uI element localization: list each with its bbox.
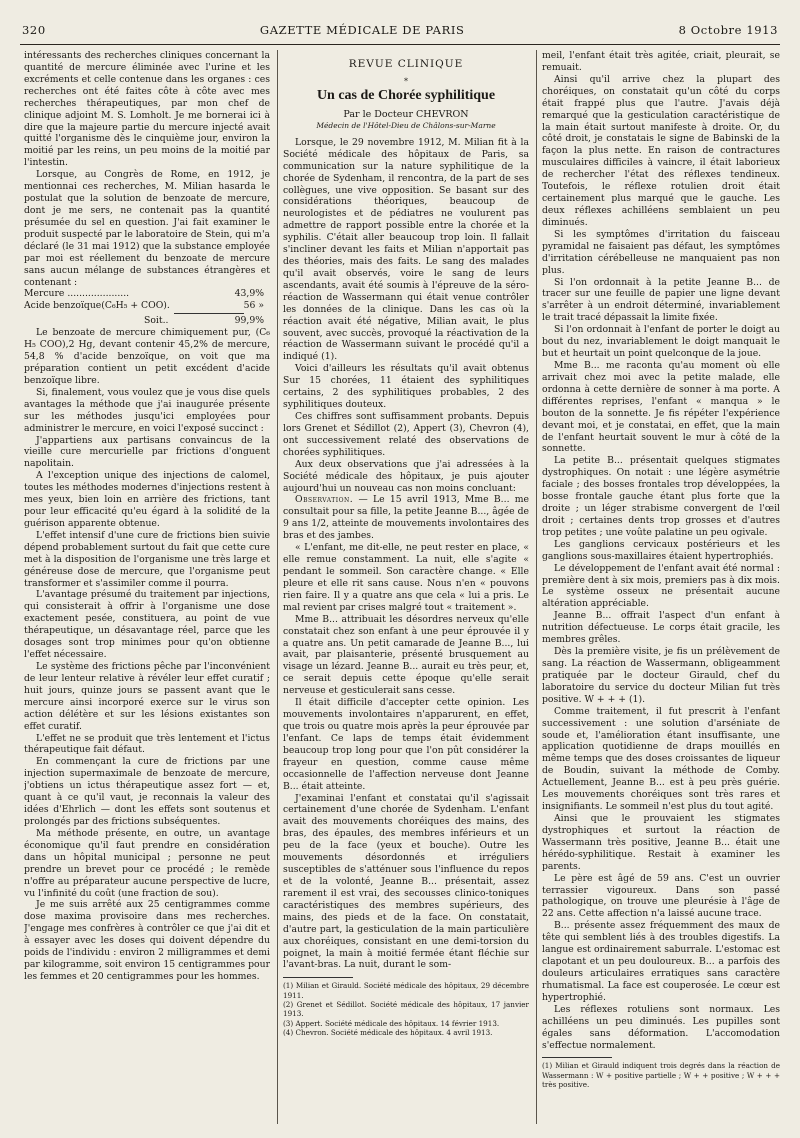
paragraph: L'avantage présumé du traitement par injections, qui consisterait à offrir à l'organisme une dose exactement pesée, constituera, au point de vue thérapeutique, un désavantage réel, parce que les dosages sont trop minimes pour qu'on obtienne l'effet nécessaire. xyxy=(24,589,270,661)
composition-value: 56 » xyxy=(243,300,264,312)
page-header xyxy=(22,20,778,40)
paragraph: J'appartiens aux partisans convaincus de la vieille cure mercurielle par frictions d'onguent napolitain. xyxy=(24,434,270,470)
footnote: (1) Milian et Girauld. Société médicale des hôpitaux, 29 décembre 1911. xyxy=(283,981,529,1000)
paragraph: Je me suis arrêté aux 25 centigrammes comme dose maxima provisoire dans mes recherches. J'engage mes confrères à contrôler ce que j'ai dit et à essayer avec les doses qui doivent dépendre du poids de l'individu : environ 2 milligrammes et demi par kilogramme, soit environ 15 centigrammes pour les femmes et 20 centigrammes pour les hommes. xyxy=(24,899,270,982)
paragraph: meil, l'enfant était très agitée, criait, pleurait, se remuait. xyxy=(542,50,780,73)
paragraph: Ma méthode présente, en outre, un avantage économique qu'il faut prendre en considération dans un hôpital municipal ; personne ne peut prendre un brevet pour ce procédé ; le remède n'offre au préparateur aucune perspective de lucre, vu l'infinité du coût (une fraction de sou). xyxy=(24,827,270,899)
observation-text: — Le 15 avril 1913, Mme B... me consultait pour sa fille, la petite Jeanne B..., âgée de 9 ans 1/2, atteinte de mouvements involontaires des bras et des jambes. xyxy=(283,494,529,542)
paragraph: B... présente assez fréquemment des maux de tête qui semblent liés à des troubles digestifs. La langue est ordinairement saburrale. L'estomac est clapotant et un peu douloureux. B... a parfois des douleurs articulaires erratiques sans caractère rhumatismal. La face est couperosée. Le cœur est hypertrophié. xyxy=(542,920,780,1003)
paragraph: L'effet ne se produit que très lentement et l'ictus thérapeutique fait défaut. xyxy=(24,732,270,756)
paragraph: Si l'on ordonnait à l'enfant de porter le doigt au bout du nez, invariablement le doigt manquait le but et heurtait un point quelconque de la joue. xyxy=(542,324,780,360)
paragraph: Si l'on ordonnait à la petite Jeanne B... de tracer sur une feuille de papier une ligne devant s'arrêter à un endroit déterminé, invariablement le trait tracé dépassait la limite fixée. xyxy=(542,276,780,324)
composition-label: Mercure ..................... xyxy=(24,288,130,300)
issue-date: 8 Octobre 1913 xyxy=(678,23,778,37)
footnote: (1) Milian et Girauld indiquent trois degrés dans la réaction de Wassermann : W + positive partielle ; W + + positive ; W + + + très positive. xyxy=(542,1061,780,1090)
composition-row-acide xyxy=(24,300,270,312)
header-rule xyxy=(20,44,780,45)
paragraph: Mme B... attribuait les désordres nerveux qu'elle constatait chez son enfant à une peur éprouvée il y a quatre ans. Un petit camarade de Jeanne B..., lui avait, par plaisanterie, présenté brusquement au visage un lézard. Jeanne B... aurait eu très peur, et, ce serait depuis cette époque qu'elle serait nerveuse et gesticulerait sans cesse. xyxy=(283,613,529,697)
column-divider-right xyxy=(536,50,537,1124)
paragraph: Le système des frictions pêche par l'inconvénient de leur lenteur relative à révéler leur effet curatif ; huit jours, quinze jours se passent avant que le mercure ainsi incorporé exerce sur le virus son action délétère et sur les lésions existantes son effet curatif. xyxy=(24,661,270,732)
paragraph: La petite B... présentait quelques stigmates dystrophiques. On notait : une légère asymétrie faciale ; des bosses frontales trop développées, la bosse frontale gauche étant plus forte que la droite ; un léger strabisme convergent de l'œil droit ; certaines dents trop grosses et d'autres trop petites ; une voûte palatine un peu ogivale. xyxy=(542,455,780,538)
composition-value: 43,9% xyxy=(234,288,264,300)
footnote: (4) Chevron. Société médicale des hôpitaux. 4 avril 1913. xyxy=(283,1028,493,1038)
paragraph: Mme B... me raconta qu'au moment où elle arrivait chez moi avec la petite malade, elle ordonna à cette dernière de sonner à ma porte. A différentes reprises, l'enfant « manqua » le bouton de la sonnette. Je fis répéter l'expérience devant moi, et je constatai, en effet, que la main de l'enfant heurtait souvent le mur à côté de la sonnette. xyxy=(542,359,780,455)
composition-row-mercure xyxy=(24,288,270,300)
paragraph: intéressants des recherches cliniques concernant la quantité de mercure éliminée avec l'urine et les excréments et celle contenue dans les organes : ces recherches ont été faites côte à côte avec mes recherches thérapeutiques, par mon chef de clinique adjoint M. S. Lomholt. Je me bornerai ici à dire que la majeure partie du mercure injecté avait quitté l'organisme dès le cinquième jour, environ la moitié par les reins, un peu moins de la moitié par l'intestin. xyxy=(24,50,270,169)
article-author: Par le Docteur CHEVRON xyxy=(343,108,469,120)
paragraph: Ces chiffres sont suffisamment probants. Depuis lors Grenet et Sédillot (2), Appert (3), Chevron (4), ont successivement relaté des observations de chorées syphilitiques. xyxy=(283,411,529,458)
composition-label: Acide benzoïque(C₆H₅ + COO). xyxy=(24,300,170,312)
footnote: (3) Appert. Société médicale des hôpitaux. 14 février 1913. xyxy=(283,1018,500,1028)
paragraph: L'effet intensif d'une cure de frictions bien suivie dépend probablement surtout du fait que cette cure met à la disposition de l'organisme une très large et généreuse dose de mercure, que l'organisme peut transformer et s'assimiler comme il pourra. xyxy=(24,529,270,589)
paragraph: Le développement de l'enfant avait été normal : première dent à six mois, premiers pas à dix mois. Le système osseux ne présentait aucune altération appréciable. xyxy=(542,562,780,610)
paragraph: Le père est âgé de 59 ans. C'est un ouvrier terrassier vigoureux. Dans son passé pathologique, on trouve une pleurésie à l'âge de 22 ans. Cette affection n'a laissé aucune trace. xyxy=(542,872,780,920)
ornament: * xyxy=(404,76,408,86)
paragraph: J'examinai l'enfant et constatai qu'il s'agissait certainement d'une chorée de Sydenham. L'enfant avait des mouvements choréiques des mains, des bras, des épaules, des membres inférieurs et un peu de la face (yeux et bouche). Outre les mouvements désordonnés et irréguliers susceptibles de s'atténuer sous l'influence du repos et de la volonté, Jeanne B... présentait, assez rarement il est vrai, des secousses clinico-toniques caractéristiques des membres supérieurs, des mains, des pieds et de la face. On constatait, d'autre part, la gesticulation de la main particulière aux choréiques, consistant en une demi-torsion du poignet, la main à moitié fermée étant fléchie sur l'avant-bras. La nuit, durant le som- xyxy=(283,792,529,971)
paragraph: Si, finalement, vous voulez que je vous dise quels avantages la méthode que j'ai inaugurée présente sur les méthodes jusqu'ici employées pour administrer le mercure, en voici l'exposé succinct : xyxy=(24,386,270,434)
paragraph: Ainsi qu'il arrive chez la plupart des choréiques, on constatait qu'un côté du corps était frappé plus que l'autre. J'avais déjà remarqué que la gesticulation caractéristique de la main était surtout manifeste à droite. Or, du côté droit, je constatais le signe de Babinski de la façon la plus nette. En raison de contractures musculaires difficiles à vaincre, il était laborieux de rechercher l'état des réflexes tendineux. Toutefois, le réflexe rotulien droit était certainement plus marqué que le gauche. Les deux réflexes achilléens semblaient un peu diminués. xyxy=(542,73,780,228)
paragraph: Si les symptômes d'irritation du faisceau pyramidal ne faisaient pas défaut, les symptômes d'irritation cérébelleuse ne manquaient pas non plus. xyxy=(542,228,780,276)
composition-total-value: 99,9% xyxy=(234,315,264,327)
paragraph: Ainsi que le prouvaient les stigmates dystrophiques et surtout la réaction de Wassermann très positive, Jeanne B... était une hérédo-syphilitique. Restait à examiner les parents. xyxy=(542,813,780,872)
section-rubric: REVUE CLINIQUE xyxy=(348,58,464,70)
paragraph: Voici d'ailleurs les résultats qu'il avait obtenus Sur 15 chorées, 11 étaient des syphilitiques certains, 2 des syphilitiques probables, 2 des syphilitiques douteux. xyxy=(283,363,529,411)
observation-paragraph xyxy=(283,494,529,542)
paragraph: « L'enfant, me dit-elle, ne peut rester en place, « elle remue constamment. La nuit, elle s'agite « pendant le sommeil. Son caractère change. « Elle pleure et elle rit sans cause. Nous n'en « pouvons rien faire. Il y a quatre ans que cela « lui a pris. Le mal revient par crises malgré tout « traitement ». xyxy=(283,542,529,613)
footnote-rule xyxy=(283,977,353,978)
paragraph: Il était difficile d'accepter cette opinion. Les mouvements involontaires n'apparurent, en effet, que trois ou quatre mois après la peur éprouvée par l'enfant. Ce laps de temps était évidemment beaucoup trop long pour que l'on pût considérer la frayeur en question, comme cause même occasionnelle de l'affection nerveuse dont Jeanne B... était atteinte. xyxy=(283,697,529,792)
column-right xyxy=(542,50,780,1130)
composition-total xyxy=(24,315,270,327)
article-title: Un cas de Chorée syphilitique xyxy=(316,87,496,103)
paragraph: A l'exception unique des injections de calomel, toutes les méthodes modernes d'injections restent à mes yeux, bien loin en arrière des frictions, tant pour leur efficacité qu'eu égard à la solidité de la guérison apparente obtenue. xyxy=(24,470,270,529)
paragraph: Comme traitement, il fut prescrit à l'enfant successivement : une solution d'arséniate de soude et, l'amélioration étant insuffisante, une application quotidienne de draps mouillés en même temps que des doses croissantes de liqueur de Boudin, suivant la méthode de Comby. Actuellement, Jeanne B... est à peu près guérie. Les mouvements choréiques sont très rares et insignifiants. Le sommeil n'est plus du tout agité. xyxy=(542,705,780,813)
paragraph: Lorsque, le 29 novembre 1912, M. Milian fit à la Société médicale des hôpitaux de Paris, sa communication sur la nature syphilitique de la chorée de Sydenham, il rencontra, de la part de ses collègues, une vive opposition. Se basant sur des considérations théoriques, beaucoup de neurologistes et de pédiatres ne voulurent pas admettre de rapport possible entre la chorée et la syphilis. C'était aller beaucoup trop loin. Il fallait s'incliner devant les faits et Milian n'apportait pas des théories, mais des faits. Le sang des malades qu'il avait observés, voire le sang de leurs ascendants, avait été soumis à l'épreuve de la séro-réaction de Wassermann qui était venue contrôler les données de la clinique. Dans les cas où la réaction avait été négative, Milian avait, le plus souvent, avec succès, provoqué la réactivation de la réaction de Wassermann suivant le procédé qu'il a indiqué (1). xyxy=(283,136,529,363)
column-left xyxy=(24,50,270,1130)
footnote-rule xyxy=(542,1057,612,1058)
column-middle xyxy=(283,50,529,1130)
paragraph: Les ganglions cervicaux postérieurs et les ganglions sous-maxillaires étaient hypertrophiés. xyxy=(542,538,780,562)
page-number: 320 xyxy=(22,23,46,37)
column-divider-left xyxy=(277,50,278,1124)
paragraph: Aux deux observations que j'ai adressées à la Société médicale des hôpitaux, je puis ajouter aujourd'hui un nouveau cas non moins concluant: xyxy=(283,458,529,494)
paragraph: Le benzoate de mercure chimiquement pur, (C₆ H₅ COO),2 Hg, devant contenir 45,2% de mercure, 54,8 % d'acide benzoïque, on voit que ma préparation contient un petit excédent d'acide benzoïque libre. xyxy=(24,327,270,386)
composition-total-label: Soit.. xyxy=(144,315,169,327)
observation-label: Observation. xyxy=(295,494,354,506)
journal-title: GAZETTE MÉDICALE DE PARIS xyxy=(259,23,465,37)
footnote: (2) Grenet et Sédillot. Société médicale des hôpitaux, 17 janvier 1913. xyxy=(283,1000,529,1019)
paragraph: Dès la première visite, je fis un prélèvement de sang. La réaction de Wassermann, obligeamment pratiquée par le docteur Girauld, chef du laboratoire du service du docteur Milian fut très positive. W + + + (1). xyxy=(542,646,780,705)
paragraph: En commençant la cure de frictions par une injection supermaximale de benzoate de mercure, j'obtiens un ictus thérapeutique assez fort — et, quant à ce qu'il vaut, je reconnais la valeur des idées d'Ehrlich — dont les effets sont soutenus et prolongés par des frictions subséquentes. xyxy=(24,756,270,827)
paragraph: Lorsque, au Congrès de Rome, en 1912, je mentionnai ces recherches, M. Milian hasarda le postulat que la solution de benzoate de mercure, dont je me sers, ne contenait pas la quantité présumée du sel en question. J'ai fait examiner le produit suspecté par le laboratoire de Stein, qui m'a déclaré (le 31 mai 1912) que la substance employée par moi est réellement du benzoate de mercure sans aucun mélange de substances étrangères et contenant : xyxy=(24,169,270,288)
paragraph: Jeanne B... offrait l'aspect d'un enfant à nutrition défectueuse. Le corps était gracile, les membres grêles. xyxy=(542,610,780,646)
sum-rule xyxy=(174,313,244,314)
paragraph: Les réflexes rotuliens sont normaux. Les achilléens un peu diminués. Les pupilles sont égales sans déformation. L'accomodation s'effectue normalement. xyxy=(542,1003,780,1051)
author-affiliation: Médecin de l'Hôtel-Dieu de Châlons-sur-Marne xyxy=(316,121,496,131)
